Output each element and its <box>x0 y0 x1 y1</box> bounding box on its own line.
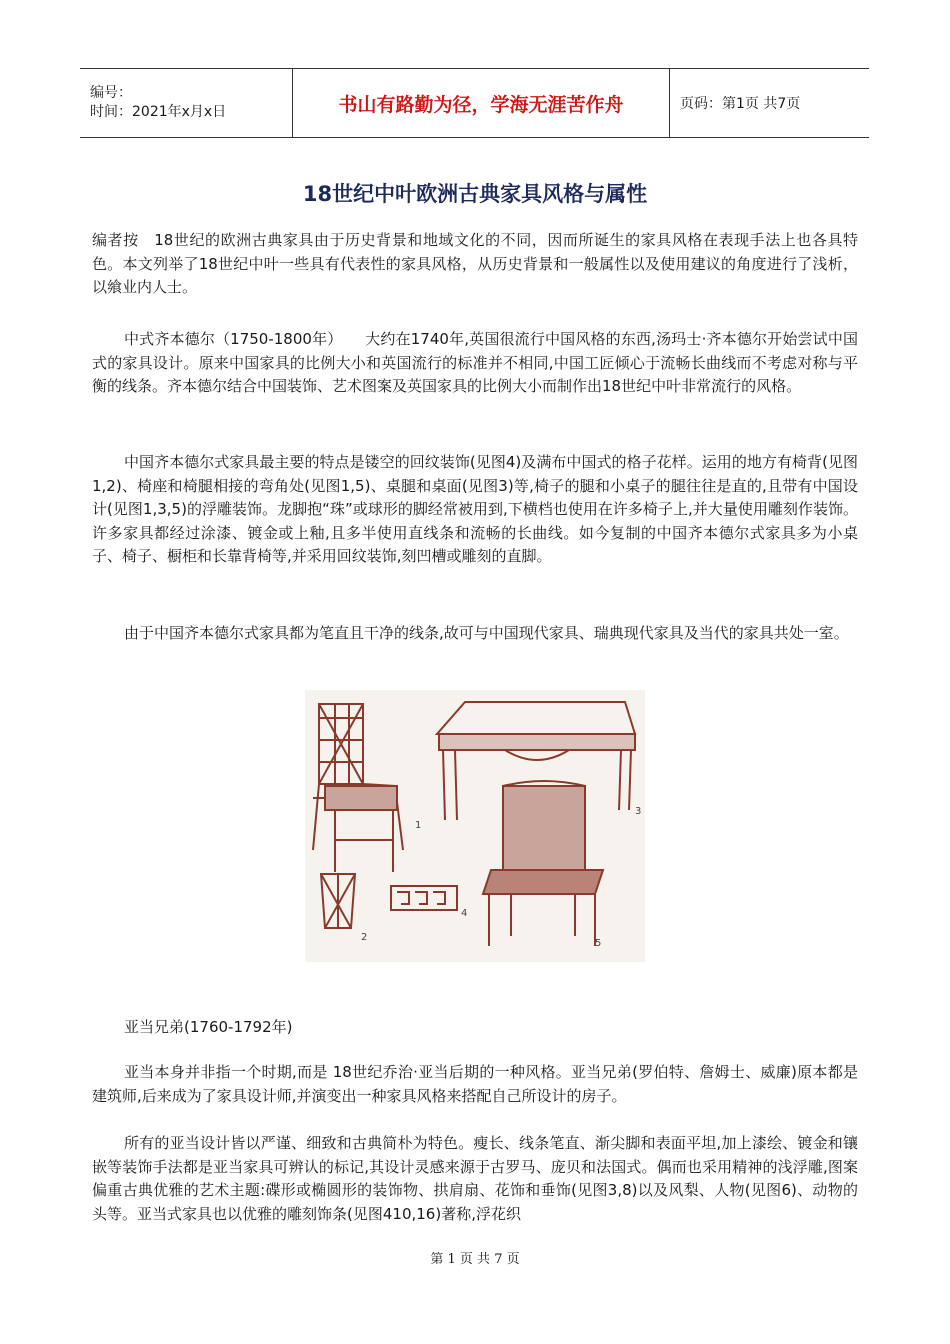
figure-label-5: 5 <box>595 938 602 949</box>
header-page <box>670 69 869 137</box>
header-meta <box>80 69 293 137</box>
page-footer: 第 1 页 共 7 页 <box>430 1252 520 1267</box>
armchair-drawing <box>313 704 403 872</box>
page-title: 18世纪中叶欧洲古典家具风格与属性 <box>302 182 648 206</box>
motto-text: 书山有路勤为径，学海无涯苦作舟 <box>338 93 624 116</box>
figure-label-3: 3 <box>635 806 642 817</box>
number-label: 编号： <box>90 85 132 101</box>
chair-back-detail-drawing <box>321 874 355 928</box>
header-table <box>80 68 869 138</box>
page-label: 页码：第1页 共7页 <box>680 96 801 112</box>
editor-note: 编者按 18世纪的欧洲古典家具由于历史背景和地域文化的不同，因而所诞生的家具风格在表现手法上也各具特色。本文列举了18世纪中叶一些具有代表性的家具风格，从历史背景和一般属性以及使用建议的角度进行了浅析，以飨业内人士。 <box>92 231 858 296</box>
figure-label-1: 1 <box>415 820 422 831</box>
paragraph-adam-features: 所有的亚当设计皆以严谨、细致和古典简朴为特色。瘦长、线条笔直、渐尖脚和表面平坦,加上漆绘、镀金和镶嵌等装饰手法都是亚当家具可辨认的标记,其设计灵感来源于古罗马、庞贝和法国式。偶而也采用精神的浅浮雕,图案偏重古典优雅的艺术主题:碟形或椭圆形的装饰物、拱肩扇、花饰和垂饰(见图3,8)以及风梨、人物(见图6)、动物的头等。亚当式家具也以优雅的雕刻饰条(见图410,16)著称,浮花织 <box>92 1134 858 1223</box>
heading-adam-brothers: 亚当兄弟(1760-1792年) <box>124 1018 293 1036</box>
side-chair-drawing <box>483 781 603 946</box>
time-label: 时间：2021年x月x日 <box>90 104 227 120</box>
figure-label-2: 2 <box>361 932 368 943</box>
paragraph-adam-intro: 亚当本身并非指一个时期,而是 18世纪乔治·亚当后期的一种风格。亚当兄弟(罗伯特、詹姆士、威廉)原本都是建筑师,后来成为了家具设计师,并演变出一种家具风格来搭配自己所设计的房子。 <box>92 1063 858 1105</box>
figure-label-4: 4 <box>461 908 468 919</box>
furniture-drawing <box>305 690 645 962</box>
paragraph-chippendale-use: 由于中国齐本德尔式家具都为笔直且干净的线条,故可与中国现代家具、瑞典现代家具及当代的家具共处一室。 <box>124 624 849 642</box>
furniture-illustration <box>305 690 645 962</box>
paragraph-chippendale-features: 中国齐本德尔式家具最主要的特点是镂空的回纹装饰(见图4)及满布中国式的格子花样。运用的地方有椅背(见图1,2)、椅座和椅腿相接的弯角处(见图1,5)、桌腿和桌面(见图3)等,椅子的腿和小桌子的腿往往是直的,且带有中国设计(见图1,3,5)的浮雕装饰。龙脚抱“珠”或球形的脚经常被用到,下横档也使用在许多椅子上,并大量使用雕刻作装饰。许多家具都经过涂漆、镀金或上釉,且多半使用直线条和流畅的长曲线。如今复制的中国齐本德尔式家具多为小桌子、椅子、橱柜和长靠背椅等,并采用回纹装饰,刻凹槽或雕刻的直脚。 <box>92 453 858 565</box>
paragraph-chippendale-intro: 中式齐本德尔（1750-1800年） 大约在1740年,英国很流行中国风格的东西,汤玛士·齐本德尔开始尝试中国式的家具设计。原来中国家具的比例大小和英国流行的标准并不相同,中国工匠倾心于流畅长曲线而不考虑对称与平衡的线条。齐本德尔结合中国装饰、艺术图案及英国家具的比例大小而制作出18世纪中叶非常流行的风格。 <box>92 330 858 395</box>
header-motto <box>293 69 670 137</box>
fret-detail-drawing <box>391 886 457 910</box>
